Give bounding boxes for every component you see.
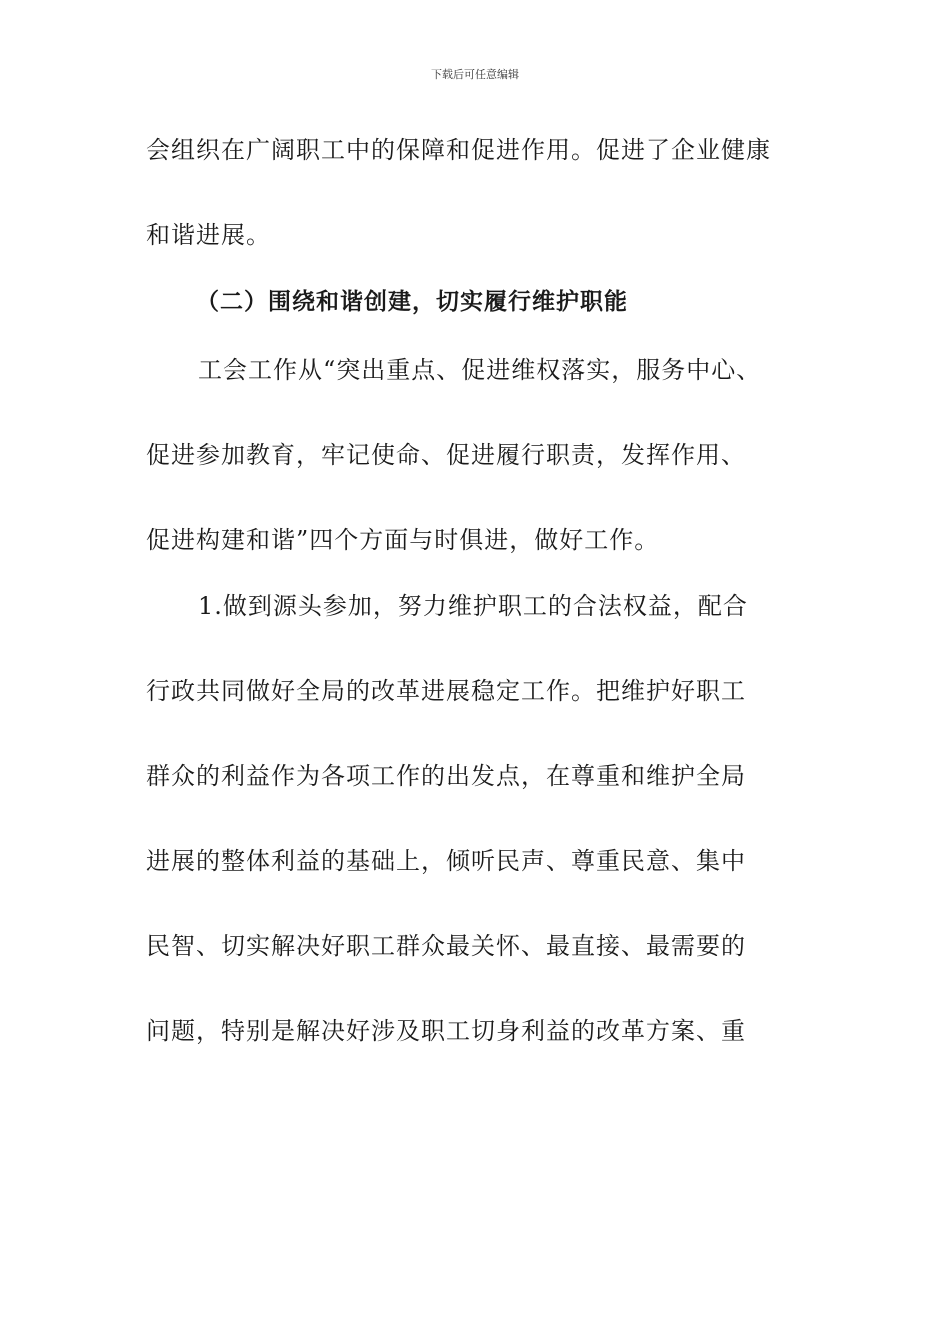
body-line: 行政共同做好全局的改革进展稳定工作。把维护好职工 [146, 677, 746, 705]
list-item-first-line: 1.做到源头参加，努力维护职工的合法权益，配合 [198, 592, 748, 620]
body-line: 进展的整体利益的基础上，倾听民声、尊重民意、集中 [146, 847, 746, 875]
body-line: 问题，特别是解决好涉及职工切身利益的改革方案、重 [146, 1017, 746, 1045]
body-line: 促进参加教育，牢记使命、促进履行职责，发挥作用、 [146, 441, 746, 469]
paragraph-first-line: 工会工作从“突出重点、促进维权落实，服务中心、 [198, 356, 762, 384]
body-line: 民智、切实解决好职工群众最关怀、最直接、最需要的 [146, 932, 746, 960]
body-line: 促进构建和谐”四个方面与时俱进，做好工作。 [146, 526, 660, 554]
body-line: 群众的利益作为各项工作的出发点，在尊重和维护全局 [146, 762, 746, 790]
page-header-note: 下载后可任意编辑 [431, 68, 519, 81]
section-heading: （二）围绕和谐创建，切实履行维护职能 [196, 289, 628, 315]
body-line: 和谐进展。 [146, 221, 271, 249]
body-line: 会组织在广阔职工中的保障和促进作用。促进了企业健康 [146, 136, 771, 164]
